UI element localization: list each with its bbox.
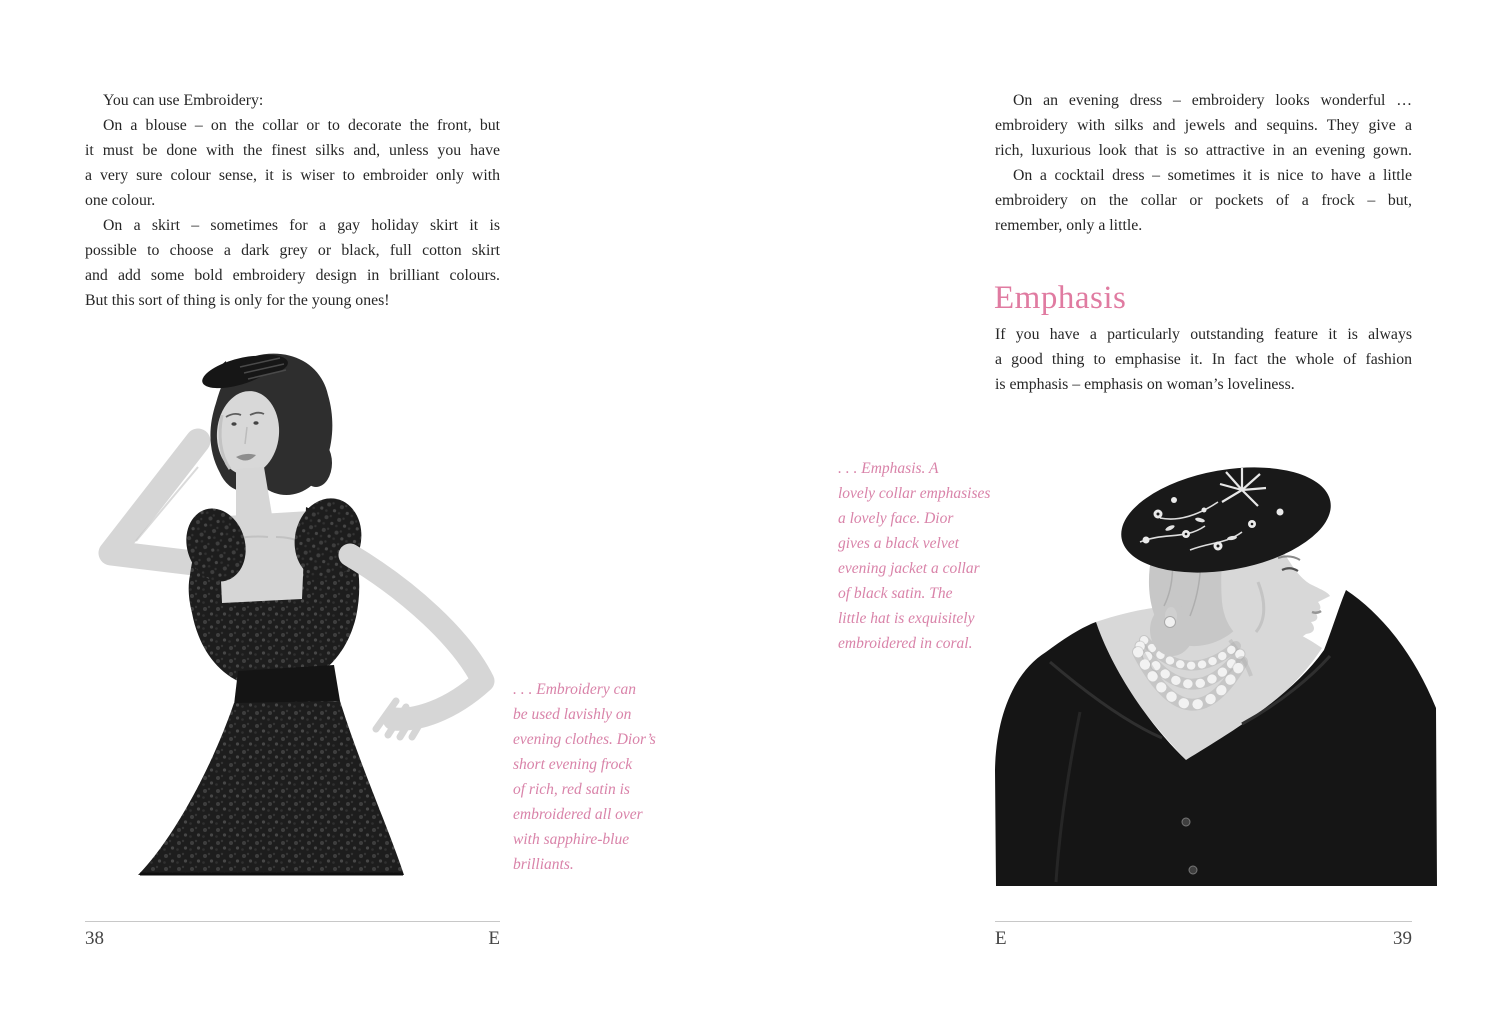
body-line: If you have a particularly outstanding feature it is always <box>995 326 1412 343</box>
caption-line: gives a black velvet <box>838 535 959 552</box>
caption-line: of black satin. The <box>838 585 953 602</box>
body-line: On an evening dress – embroidery looks wonderful … <box>1013 92 1412 109</box>
caption-line: little hat is exquisitely <box>838 610 975 627</box>
body-line: On a skirt – sometimes for a gay holiday skirt it is <box>103 217 500 234</box>
body-line: embroidery on the collar or pockets of a frock – but, <box>995 192 1412 209</box>
page-number: 39 <box>1393 928 1412 949</box>
caption-line: of rich, red satin is <box>513 781 630 798</box>
emphasis-hat-photo <box>990 462 1438 886</box>
caption-line: embroidered all over <box>513 806 643 823</box>
body-line: is emphasis – emphasis on woman’s loveliness. <box>995 376 1295 393</box>
caption-line: evening clothes. Dior’s <box>513 731 656 748</box>
caption-line: embroidered in coral. <box>838 635 973 652</box>
body-line: it must be done with the finest silks and, unless you have <box>85 142 500 159</box>
left-body-text <box>85 88 500 313</box>
section-letter: E <box>995 928 1007 949</box>
pearl-earring <box>1165 617 1176 628</box>
caption-line: . . . Embroidery can <box>513 681 636 698</box>
body-line: remember, only a little. <box>995 217 1143 234</box>
body-line: You can use Embroidery: <box>103 92 264 109</box>
caption-line: short evening frock <box>513 756 633 773</box>
left-page-footer <box>85 921 500 950</box>
body-line: rich, luxurious look that is so attractive in an evening gown. <box>995 142 1412 159</box>
right-page-footer <box>995 921 1412 950</box>
caption-line: be used lavishly on <box>513 706 632 723</box>
caption-line: lovely collar emphasises <box>838 485 991 502</box>
body-line: one colour. <box>85 192 156 209</box>
caption-line: evening jacket a collar <box>838 560 980 577</box>
left-photo-caption <box>513 677 683 877</box>
emphasis-heading: Emphasis <box>994 280 1127 316</box>
caption-line: brilliants. <box>513 856 574 873</box>
page-number: 38 <box>85 928 104 949</box>
page-right <box>750 0 1500 1032</box>
body-line: But this sort of thing is only for the young ones! <box>85 292 390 309</box>
emphasis-hat-illustration <box>990 462 1438 886</box>
body-line: and add some bold embroidery design in brilliant colours. <box>85 267 500 284</box>
body-line: a good thing to emphasise it. In fact the whole of fashion <box>995 351 1412 368</box>
body-line: embroidery with silks and jewels and sequins. They give a <box>995 117 1412 134</box>
embroidered-hat <box>1113 462 1339 588</box>
body-line: On a cocktail dress – sometimes it is nice to have a little <box>1013 167 1412 184</box>
emphasis-body-text <box>995 322 1412 397</box>
right-body-text <box>995 88 1412 238</box>
caption-line: a lovely face. Dior <box>838 510 954 527</box>
body-line: possible to choose a dark grey or black, full cotton skirt <box>85 242 500 259</box>
caption-line: . . . Emphasis. A <box>838 460 939 477</box>
section-letter: E <box>488 928 500 949</box>
body-line: On a blouse – on the collar or to decorate the front, but <box>103 117 500 134</box>
caption-line: with sapphire-blue <box>513 831 630 848</box>
body-line: a very sure colour sense, it is wiser to embroider only with <box>85 167 500 184</box>
evening-frock-photo <box>98 345 498 883</box>
evening-frock-illustration <box>98 345 498 883</box>
